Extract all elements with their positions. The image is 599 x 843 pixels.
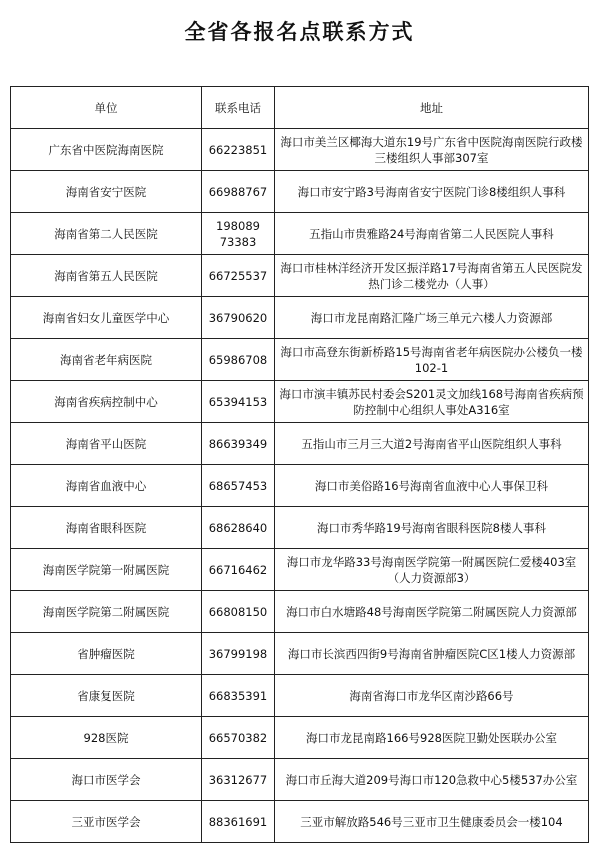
- phone-cell: 36790620: [202, 297, 275, 339]
- unit-cell: 三亚市医学会: [11, 801, 202, 843]
- table-row: [11, 801, 589, 843]
- phone-cell: 88361691: [202, 801, 275, 843]
- address-cell: 海口市美兰区椰海大道东19号广东省中医院海南医院行政楼三楼组织人事部307室: [275, 129, 589, 171]
- unit-cell: 省肿瘤医院: [11, 633, 202, 675]
- table-row: [11, 675, 589, 717]
- phone-cell: 68657453: [202, 465, 275, 507]
- table-row: [11, 213, 589, 255]
- page-title: 全省各报名点联系方式: [184, 19, 415, 44]
- unit-cell: 海南省安宁医院: [11, 171, 202, 213]
- address-cell: 海口市长滨西四街9号海南省肿瘤医院C区1楼人力资源部: [275, 633, 589, 675]
- table-row: [11, 171, 589, 213]
- address-cell: 海口市桂林洋经济开发区振洋路17号海南省第五人民医院发热门诊二楼党办（人事）: [275, 255, 589, 297]
- table-row: [11, 297, 589, 339]
- table-row: [11, 339, 589, 381]
- phone-cell: 36312677: [202, 759, 275, 801]
- table-row: [11, 591, 589, 633]
- table-row: [11, 423, 589, 465]
- header-unit: 单位: [11, 87, 202, 129]
- phone-cell: 65986708: [202, 339, 275, 381]
- phone-cell: 66716462: [202, 549, 275, 591]
- table-row: [11, 381, 589, 423]
- table-row: [11, 255, 589, 297]
- address-cell: 海口市美俗路16号海南省血液中心人事保卫科: [275, 465, 589, 507]
- address-cell: 海口市秀华路19号海南省眼科医院8楼人事科: [275, 507, 589, 549]
- unit-cell: 省康复医院: [11, 675, 202, 717]
- address-cell: 五指山市三月三大道2号海南省平山医院组织人事科: [275, 423, 589, 465]
- unit-cell: 海南省第二人民医院: [11, 213, 202, 255]
- phone-cell: 66835391: [202, 675, 275, 717]
- address-cell: 海口市演丰镇苏民村委会S201灵文加线168号海南省疾病预防控制中心组织人事处A316室: [275, 381, 589, 423]
- phone-cell: 68628640: [202, 507, 275, 549]
- unit-cell: 海南省妇女儿童医学中心: [11, 297, 202, 339]
- phone-cell: 66725537: [202, 255, 275, 297]
- phone-cell: 66223851: [202, 129, 275, 171]
- address-cell: 海口市龙昆南路汇隆广场三单元六楼人力资源部: [275, 297, 589, 339]
- unit-cell: 海南省平山医院: [11, 423, 202, 465]
- address-cell: 海口市白水塘路48号海南医学院第二附属医院人力资源部: [275, 591, 589, 633]
- table-row: [11, 549, 589, 591]
- table-header-row: [11, 87, 589, 129]
- table-row: [11, 717, 589, 759]
- unit-cell: 海南省第五人民医院: [11, 255, 202, 297]
- table-row: [11, 129, 589, 171]
- phone-cell: 65394153: [202, 381, 275, 423]
- address-cell: 五指山市贵雅路24号海南省第二人民医院人事科: [275, 213, 589, 255]
- unit-cell: 海南医学院第二附属医院: [11, 591, 202, 633]
- address-cell: 三亚市解放路546号三亚市卫生健康委员会一楼104: [275, 801, 589, 843]
- phone-cell: 36799198: [202, 633, 275, 675]
- address-cell: 海口市龙昆南路166号928医院卫勤处医联办公室: [275, 717, 589, 759]
- phone-cell: 66808150: [202, 591, 275, 633]
- address-cell: 海口市安宁路3号海南省安宁医院门诊8楼组织人事科: [275, 171, 589, 213]
- table-row: [11, 633, 589, 675]
- unit-cell: 海南省老年病医院: [11, 339, 202, 381]
- unit-cell: 海南省血液中心: [11, 465, 202, 507]
- header-phone: 联系电话: [202, 87, 275, 129]
- phone-cell: 66988767: [202, 171, 275, 213]
- phone-cell: 66570382: [202, 717, 275, 759]
- unit-cell: 928医院: [11, 717, 202, 759]
- phone-cell: 86639349: [202, 423, 275, 465]
- unit-cell: 广东省中医院海南医院: [11, 129, 202, 171]
- phone-cell: 19808973383: [202, 213, 275, 255]
- table-row: [11, 465, 589, 507]
- address-cell: 海口市丘海大道209号海口市120急救中心5楼537办公室: [275, 759, 589, 801]
- address-cell: 海南省海口市龙华区南沙路66号: [275, 675, 589, 717]
- table-row: [11, 507, 589, 549]
- unit-cell: 海南医学院第一附属医院: [11, 549, 202, 591]
- address-cell: 海口市高登东街新桥路15号海南省老年病医院办公楼负一楼102-1: [275, 339, 589, 381]
- address-cell: 海口市龙华路33号海南医学院第一附属医院仁爱楼403室（人力资源部3）: [275, 549, 589, 591]
- header-address: 地址: [275, 87, 589, 129]
- unit-cell: 海口市医学会: [11, 759, 202, 801]
- unit-cell: 海南省疾病控制中心: [11, 381, 202, 423]
- unit-cell: 海南省眼科医院: [11, 507, 202, 549]
- contacts-table: [10, 86, 589, 843]
- table-row: [11, 759, 589, 801]
